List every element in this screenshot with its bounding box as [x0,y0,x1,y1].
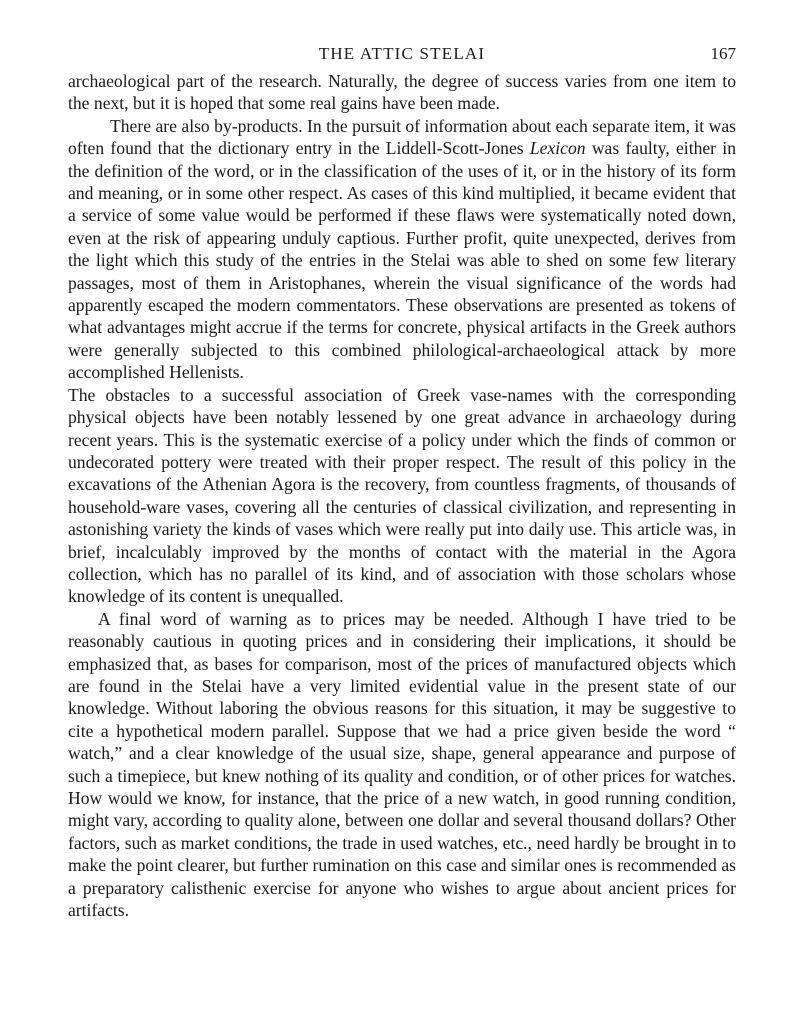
paragraph-text: A final word of warning as to prices may be needed. Although I have tried to be reasonably cautious in quoting prices and in considering their implications, it should be emphasized that, as bases for comparison, most of the prices of manufactured objects which are found in the Stelai have a very limited evidential value in the present state of our knowledge. Without laboring the obvious reasons for this situation, it may be suggestive to cite a hypothetical modern parallel. Suppose that we had a price given beside the word “ watch,” and a clear knowledge of the usual size, shape, general appearance and purpose of such a timepiece, but knew nothing of its quality and condition, or of other prices for watches. How would we know, for instance, that the price of a new watch, in good running condition, might vary, according to quality alone, between one dollar and several thousand dollars? Other factors, such as market conditions, the trade in used watches, etc., need hardly be brought in to make the point clearer, but further rumination on this case and similar ones is recommended as a preparatory calisthenic exercise for anyone who wishes to argue about ancient prices for artifacts. [68,608,736,921]
page-number: 167 [710,44,736,63]
paragraph-text: The obstacles to a successful association of Greek vase-names with the corresponding physical objects have been notably lessened by one great advance in archaeology during recent years. This is the systematic exercise of a policy under which the finds of common or undecorated pottery were treated with their proper respect. The result of this policy in the excavations of the Athenian Agora is the recovery, from countless fragments, of thousands of household-ware vases, covering all the centuries of classical civilization, and representing in astonishing variety the kinds of vases which were really put into daily use. This article was, in brief, incalculably improved by the months of contact with the material in the Agora collection, which has no parallel of its kind, and of association with those scholars whose knowledge of its content is unequalled. [68,384,736,607]
paragraph-continuation [68,70,736,115]
paragraph-text: was faulty, either in the definition of the word, or in the classification of the uses of it, or in the history of its form and meaning, or in some other respect. As cases of this kind multiplied, it became evident that a service of some value would be performed if these flaws were systematically noted down, even at the risk of appearing unduly captious. Further profit, quite unexpected, derives from the light which this study of the entries in the Stelai was able to shed on some few literary passages, most of them in Aristophanes, wherein the visual significance of the words had apparently escaped the modern commentators. These observations are presented as tokens of what advantages might accrue if the terms for concrete, physical artifacts in the Greek authors were generally subjected to this combined philological-archaeological attack by more accomplished Hellenists. [68,138,736,383]
paragraph-by-products [68,115,736,384]
body-text [68,70,736,921]
paragraph-vase-names [68,384,736,608]
paragraph-text: There are also by-products. In the pursuit of information about each separate item, it was often found that the dictionary entry in the Liddell-Scott-Jones [68,115,736,159]
running-head [68,40,736,70]
paragraph-prices [68,608,736,922]
paragraph-text: archaeological part of the research. Naturally, the degree of success varies from one item to the next, but it is hoped that some real gains have been made. [68,71,736,114]
running-title: THE ATTIC STELAI [318,44,486,63]
lexicon-title: Lexicon [529,138,586,159]
page [68,40,736,921]
